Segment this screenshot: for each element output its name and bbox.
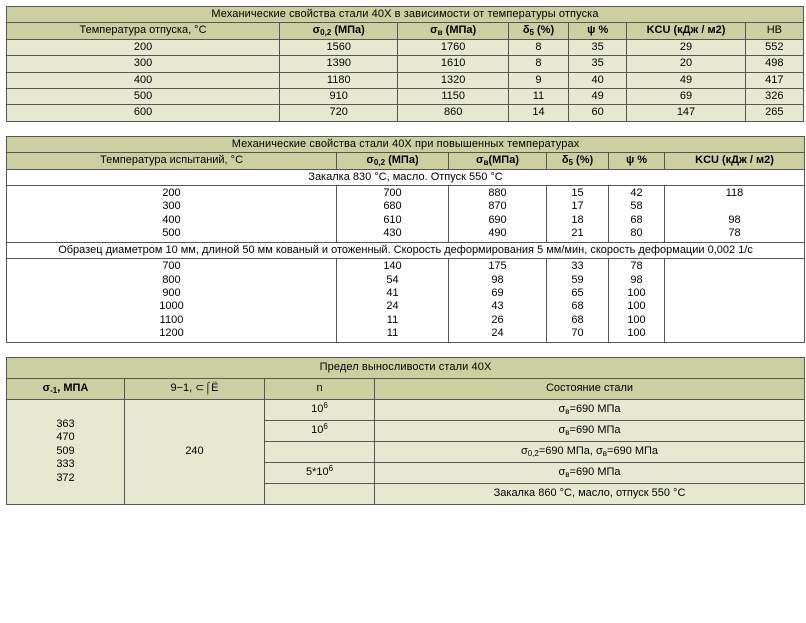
- table3-state-value: Закалка 860 °С, масло, отпуск 550 °С: [375, 483, 805, 504]
- cell: 860: [398, 105, 508, 121]
- table2-note-specimen: Образец диаметром 10 мм, длиной 50 мм кованый и отоженный. Скорость деформирования 5 мм/мин, скорость деформации 0,002 1/с: [7, 242, 805, 258]
- table2-group1-psi: 42 58 68 80: [609, 186, 665, 243]
- table-mechanical-properties-tempering: [6, 6, 804, 122]
- table3-state-value: $\sigma_{0,2}=690$ МПа, $\sigma_в=690$ МПа: [375, 441, 805, 462]
- table2-group2-delta5: 33 59 65 68 68 70: [547, 259, 609, 342]
- table1-header-hb: HB: [745, 23, 803, 39]
- table2-title: Механические свойства стали 40Х при повышенных температурах: [7, 136, 805, 152]
- cell: 720: [280, 105, 398, 121]
- table3-header-tau-1: 9−1, ⊂⌠Ё: [125, 378, 265, 399]
- table1-header-temperature: Температура отпуска, °С: [7, 23, 280, 39]
- table3-n-value: $5*10^6$: [265, 462, 375, 483]
- table1-header-kcu: KCU (кДж / м2): [627, 23, 745, 39]
- cell: 60: [569, 105, 627, 121]
- table-header-row: [7, 153, 805, 169]
- table3-header-sigma-1: $\sigma_{-1}$, МПА: [7, 378, 125, 399]
- cell: 1180: [280, 72, 398, 88]
- cell: 35: [569, 56, 627, 72]
- table2-group1-sigmav: 880 870 690 490: [449, 186, 547, 243]
- table-group-row: [7, 186, 805, 243]
- cell: 200: [7, 39, 280, 55]
- table2-group1-delta5: 15 17 18 21: [547, 186, 609, 243]
- table2-header-psi: ψ %: [609, 153, 665, 169]
- cell: 1150: [398, 89, 508, 105]
- table2-group1-kcu: 118 98 78: [665, 186, 805, 243]
- table-row: [7, 89, 804, 105]
- table3-n-value: [265, 441, 375, 462]
- cell: 8: [508, 56, 568, 72]
- table3-header-state: Состояние стали: [375, 378, 805, 399]
- table1-title: Механические свойства стали 40Х в зависимости от температуры отпуска: [7, 7, 804, 23]
- table2-header-sigma02: $\sigma_{0,2}$ (МПа): [337, 153, 449, 169]
- cell: 29: [627, 39, 745, 55]
- table3-state-value: $\sigma_в=690$ МПа: [375, 399, 805, 420]
- table-title-row: [7, 357, 805, 378]
- table3-header-n: n: [265, 378, 375, 399]
- table2-header-sigmav: $\sigma_в(МПа)$: [449, 153, 547, 169]
- cell: 600: [7, 105, 280, 121]
- table2-group1-sigma02: 700 680 610 430: [337, 186, 449, 243]
- cell: 1560: [280, 39, 398, 55]
- cell: 35: [569, 39, 627, 55]
- cell: 14: [508, 105, 568, 121]
- cell: 400: [7, 72, 280, 88]
- table2-group2-sigmav: 175 98 69 43 26 24: [449, 259, 547, 342]
- table3-n-value: $10^6$: [265, 420, 375, 441]
- table2-header-delta5: $\delta_5$ (%): [547, 153, 609, 169]
- cell: 8: [508, 39, 568, 55]
- table1-header-sigma02: $\sigma_{0,2}$ (МПа): [280, 23, 398, 39]
- table2-header-kcu: KCU (кДж / м2): [665, 153, 805, 169]
- cell: 417: [745, 72, 803, 88]
- table1-header-delta5: $\delta_5$ (%): [508, 23, 568, 39]
- cell: 300: [7, 56, 280, 72]
- table2-group2-sigma02: 140 54 41 24 11 11: [337, 259, 449, 342]
- table3-n-value: $10^6$: [265, 399, 375, 420]
- table3-tau-value: 240: [125, 399, 265, 504]
- cell: 1610: [398, 56, 508, 72]
- cell: 69: [627, 89, 745, 105]
- cell: 910: [280, 89, 398, 105]
- table-group-row: [7, 259, 805, 342]
- table2-group2-psi: 78 98 100 100 100 100: [609, 259, 665, 342]
- table-fatigue-limit: [6, 357, 805, 505]
- table-title-row: [7, 136, 805, 152]
- cell: 500: [7, 89, 280, 105]
- table-row: [7, 56, 804, 72]
- table-title-row: [7, 7, 804, 23]
- table3-title: Предел выносливости стали 40Х: [7, 357, 805, 378]
- table3-state-value: $\sigma_в=690$ МПа: [375, 420, 805, 441]
- table2-group2-temperatures: 700 800 900 1000 1100 1200: [7, 259, 337, 342]
- cell: 1320: [398, 72, 508, 88]
- cell: 9: [508, 72, 568, 88]
- table-row: [7, 399, 805, 420]
- cell: 265: [745, 105, 803, 121]
- cell: 498: [745, 56, 803, 72]
- table3-n-value: [265, 483, 375, 504]
- table2-group1-temperatures: 200 300 400 500: [7, 186, 337, 243]
- table2-note-quench: Закалка 830 °С, масло. Отпуск 550 °С: [7, 169, 805, 185]
- table-mechanical-properties-high-temperature: [6, 136, 805, 343]
- table-header-row: [7, 23, 804, 39]
- cell: 147: [627, 105, 745, 121]
- table-row: [7, 39, 804, 55]
- table2-group2-kcu: [665, 259, 805, 342]
- table-note-row: [7, 242, 805, 258]
- cell: 1760: [398, 39, 508, 55]
- table-row: [7, 72, 804, 88]
- table-header-row: [7, 378, 805, 399]
- cell: 49: [627, 72, 745, 88]
- cell: 40: [569, 72, 627, 88]
- table1-header-sigmav: $\sigma_в$ (МПа): [398, 23, 508, 39]
- table2-header-temperature: Температура испытаний, °С: [7, 153, 337, 169]
- cell: 49: [569, 89, 627, 105]
- cell: 11: [508, 89, 568, 105]
- table-note-row: [7, 169, 805, 185]
- cell: 1390: [280, 56, 398, 72]
- cell: 552: [745, 39, 803, 55]
- table-row: [7, 105, 804, 121]
- table1-header-psi: ψ %: [569, 23, 627, 39]
- cell: 326: [745, 89, 803, 105]
- cell: 20: [627, 56, 745, 72]
- table3-state-value: $\sigma_в=690$ МПа: [375, 462, 805, 483]
- table3-sigma-values: 363 470 509 333 372: [7, 399, 125, 504]
